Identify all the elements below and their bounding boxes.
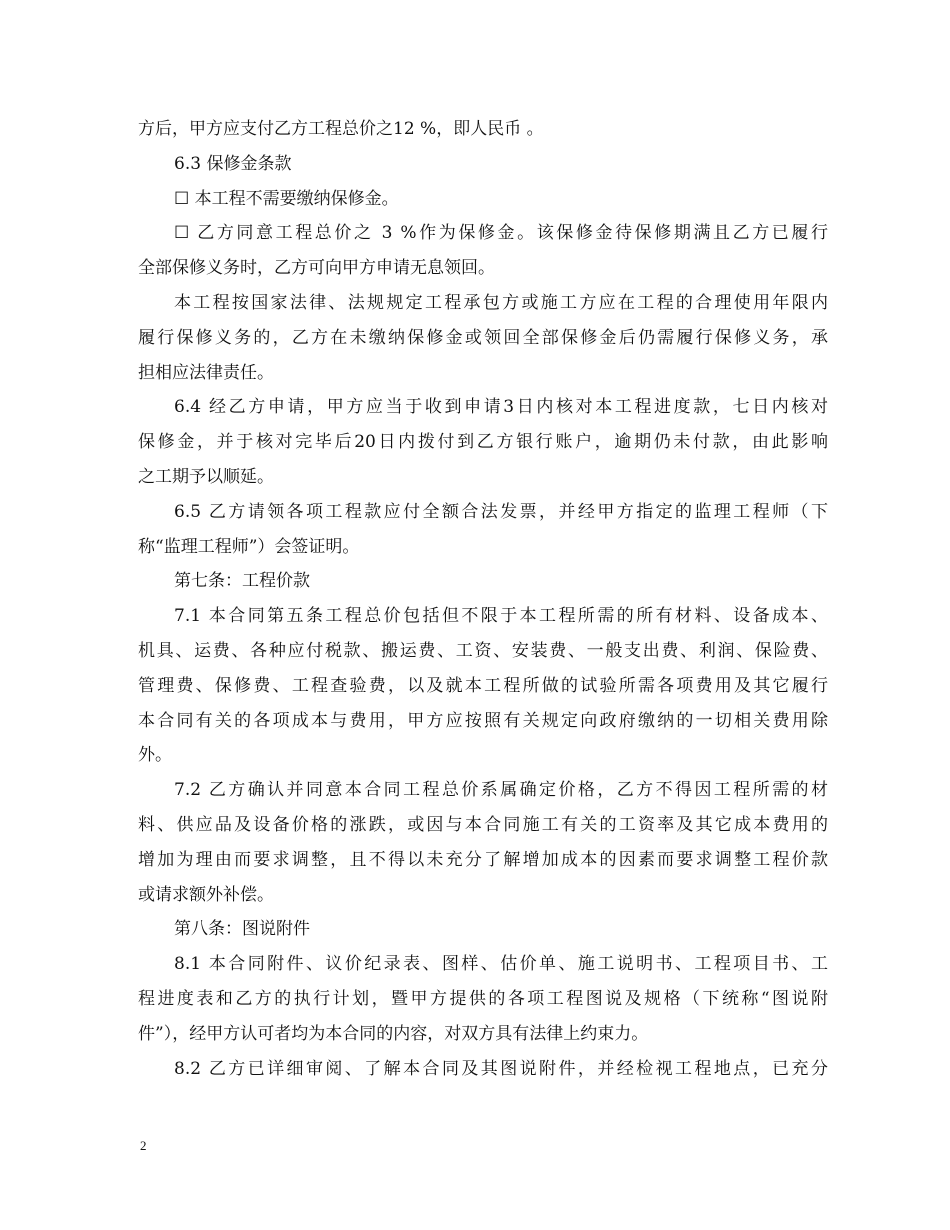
text-line: 担相应法律责任。: [138, 362, 274, 383]
text-line: 机具、运费、各种应付税款、搬运费、工资、安装费、一般支出费、利润、保险费、: [138, 640, 828, 661]
clause-6-5: 6.5 乙方请领各项工程款应付全额合法发票，并经甲方指定的监理工程师（下: [174, 501, 828, 522]
article-7-heading: 第七条：工程价款: [174, 571, 310, 592]
document-body: [138, 112, 828, 1086]
text-line: 方后，甲方应支付乙方工程总价之12 %，即人民币 。: [138, 119, 544, 139]
section-heading-6-3: 6.3 保修金条款: [174, 153, 292, 174]
text-line: 管理费、保修费、工程查验费，以及就本工程所做的试验所需各项费用及其它履行: [138, 675, 828, 696]
text-line: 本合同有关的各项成本与费用，甲方应按照有关规定向政府缴纳的一切相关费用除: [138, 710, 828, 731]
clause-7-1: 7.1 本合同第五条工程总价包括但不限于本工程所需的所有材料、设备成本、: [174, 606, 828, 627]
checkbox-option-deposit: ☐ 乙方同意工程总价之 3 %作为保修金。该保修金待保修期满且乙方已履行: [174, 223, 828, 244]
clause-8-2: 8.2 乙方已详细审阅、了解本合同及其图说附件，并经检视工程地点，已充分: [174, 1058, 828, 1079]
text-line: 履行保修义务的，乙方在未缴纳保修金或领回全部保修金后仍需履行保修义务，承: [138, 327, 828, 348]
clause-6-4: 6.4 经乙方申请，甲方应当于收到申请3日内核对本工程进度款，七日内核对: [174, 397, 828, 418]
text-line: 件”），经甲方认可者均为本合同的内容，对双方具有法律上约束力。: [138, 1023, 649, 1044]
text-line: 增加为理由而要求调整，且不得以未充分了解增加成本的因素而要求调整工程价款: [138, 849, 828, 870]
text-line: 外。: [138, 745, 172, 766]
text-line: 本工程按国家法律、法规规定工程承包方或施工方应在工程的合理使用年限内: [174, 292, 828, 313]
clause-8-1: 8.1 本合同附件、议价纪录表、图样、估价单、施工说明书、工程项目书、工: [174, 954, 828, 975]
text-line: 之工期予以顺延。: [138, 466, 274, 487]
text-line: 称“监理工程师”）会签证明。: [138, 536, 360, 557]
article-8-heading: 第八条：图说附件: [174, 919, 310, 940]
text-line: 保修金，并于核对完毕后20日内拨付到乙方银行账户，逾期仍未付款，由此影响: [138, 432, 828, 453]
text-line: 料、供应品及设备价格的涨跌，或因与本合同施工有关的工资率及其它成本费用的: [138, 814, 828, 835]
checkbox-option-no-deposit: ☐ 本工程不需要缴纳保修金。: [174, 188, 399, 209]
page-number: 2: [140, 1138, 147, 1153]
text-line: 或请求额外补偿。: [138, 884, 274, 905]
text-line: 全部保修义务时，乙方可向甲方申请无息领回。: [138, 258, 495, 279]
text-line: 程进度表和乙方的执行计划，暨甲方提供的各项工程图说及规格（下统称“图说附: [138, 988, 828, 1009]
clause-7-2: 7.2 乙方确认并同意本合同工程总价系属确定价格，乙方不得因工程所需的材: [174, 780, 828, 801]
